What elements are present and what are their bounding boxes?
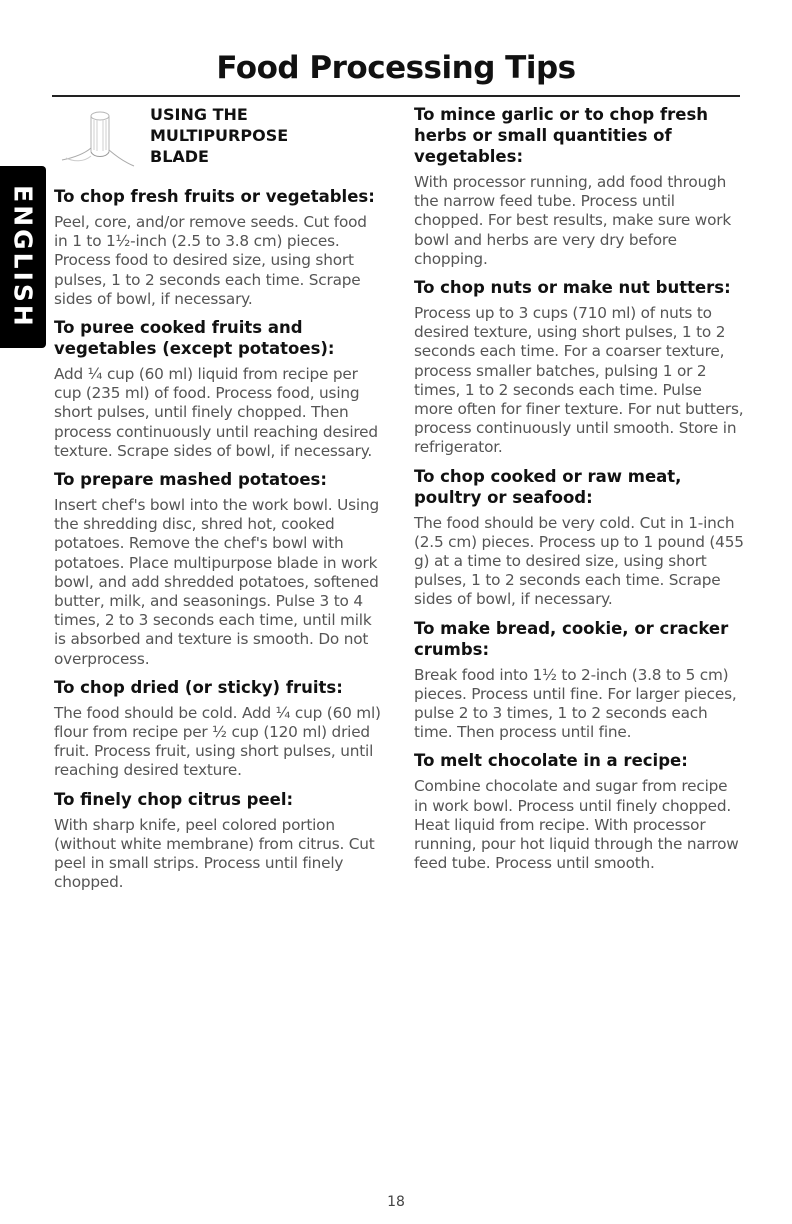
page-number: 18 [387,1194,405,1210]
blade-title-line-1: USING THE [150,105,248,124]
section-body: Combine chocolate and sugar from recipe in work bowl. Process until finely chopped. Heat liquid from recipe. With processor running, pour hot liquid through the narrow feed tube. Process until smooth. [414,777,739,873]
section-heading: To chop nuts or make nut butters: [414,278,731,298]
section-body: Process up to 3 cups (710 ml) of nuts to desired texture, using short pulses, 1 to 2 seconds each time. For a coarser texture, process smaller batches, pulsing 1 or 2 times, 1 to 2 seconds each time. Pulse more often for finer texture. For nut butters, process continuously until smooth. Store in refrigerator. [414,304,744,457]
section-heading: To make bread, cookie, or cracker crumbs: [414,618,729,659]
section-body: Peel, core, and/or remove seeds. Cut food in 1 to 1½-inch (2.5 to 3.8 cm) pieces. Process food to desired size, using short pulses, 1 to 2 seconds each time. Scrape sides of bowl, if necessary. [54,213,367,308]
section-heading: To mince garlic or to chop fresh herbs or small quantities of vegetables: [414,105,709,166]
section-body: The food should be very cold. Cut in 1-inch (2.5 cm) pieces. Process up to 1 pound (455 g) at a time to desired size, using short pulses, 1 to 2 seconds each time. Scrape sides of bowl, if necessary. [414,513,744,609]
section-body: With processor running, add food through the narrow feed tube. Process until chopped. For best results, make sure work bowl and herbs are very dry before chopping. [414,173,731,268]
section-heading: To finely chop citrus peel: [54,789,294,809]
language-tab-label: ENGLISH [8,185,38,329]
section-heading: To prepare mashed potatoes: [54,470,327,490]
section-heading: To puree cooked fruits and vegetables (except potatoes): [54,318,335,359]
multipurpose-blade-icon [54,102,150,176]
blade-section-title [150,102,288,167]
left-column [54,102,384,900]
blade-header [54,102,384,180]
blade-title-line-3: BLADE [150,147,209,166]
page-title: Food Processing Tips [216,50,576,86]
section-heading: To chop cooked or raw meat, poultry or seafood: [414,466,682,507]
section-heading: To chop dried (or sticky) fruits: [54,677,343,697]
section-body: The food should be cold. Add ¼ cup (60 ml) flour from recipe per ½ cup (120 ml) dried fruit. Process fruit, using short pulses, until reaching desired texture. [54,703,381,780]
section-heading: To melt chocolate in a recipe: [414,751,688,771]
language-tab [0,166,46,348]
section-body: Insert chef's bowl into the work bowl. Using the shredding disc, shred hot, cooked potatoes. Remove the chef's bowl with potatoes. Place multipurpose blade in work bowl, and add shredded potatoes, softened butter, milk, and seasonings. Pulse 3 to 4 times, 2 to 3 seconds each time, until milk is absorbed and texture is smooth. Do not overprocess. [54,496,379,668]
section-body: With sharp knife, peel colored portion (without white membrane) from citrus. Cut peel in small strips. Process until finely chopped. [54,815,375,892]
section-heading: To chop fresh fruits or vegetables: [54,187,375,206]
title-divider [52,95,740,97]
section-body: Add ¼ cup (60 ml) liquid from recipe per cup (235 ml) of food. Process food, using short pulses, until finely chopped. Then process continuously until reaching desired texture. Scrape sides of bowl, if necessary. [54,365,378,460]
blade-title-line-2: MULTIPURPOSE [150,126,289,145]
section-body: Break food into 1½ to 2-inch (3.8 to 5 cm) pieces. Process until fine. For larger pieces, pulse 2 to 3 times, 1 to 2 seconds each time. Then process until fine. [414,665,737,742]
right-column [414,102,744,881]
